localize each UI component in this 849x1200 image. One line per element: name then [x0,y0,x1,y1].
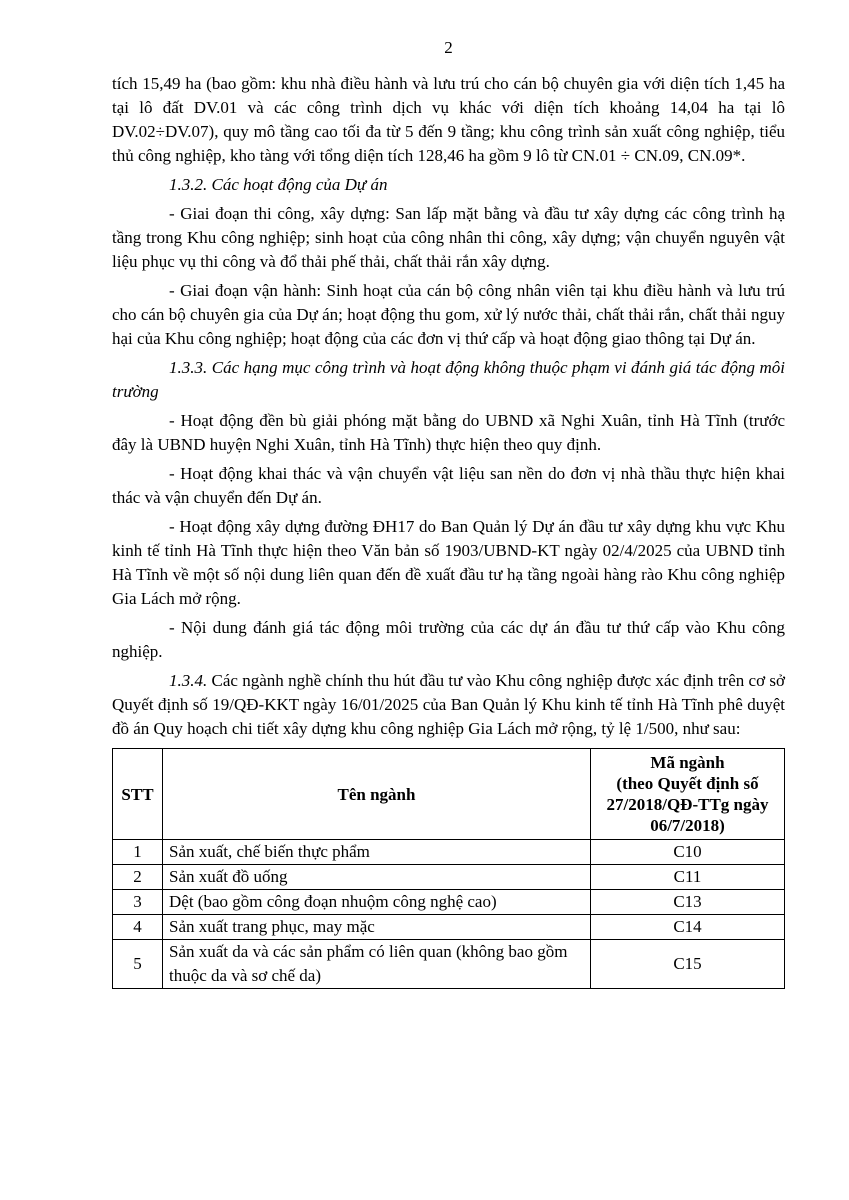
section-number-1-3-4: 1.3.4. [169,671,208,690]
cell-ma-nganh: C10 [591,840,785,865]
industries-table [112,748,785,989]
cell-ma-nganh: C14 [591,915,785,940]
paragraph-material-transport: - Hoạt động khai thác và vận chuyển vật liệu san nền do đơn vị nhà thầu thực hiện khai thác và vận chuyển đến Dự án. [112,464,785,507]
cell-stt: 1 [113,840,163,865]
section-heading-1-3-3: 1.3.3. Các hạng mục công trình và hoạt động không thuộc phạm vi đánh giá tác động môi trường [112,358,785,401]
section-heading-1-3-2: 1.3.2. Các hoạt động của Dự án [169,175,388,194]
paragraph-operation-phase: - Giai đoạn vận hành: Sinh hoạt của cán bộ công nhân viên tại khu điều hành và lưu trú cho cán bộ chuyên gia của Dự án; hoạt động thu gom, xử lý nước thải, chất thải rắn, chất thải nguy hại của Khu công nghiệp; hoạt động của các đơn vị thứ cấp và hoạt động giao thông tại Dự án. [112,281,785,348]
paragraph-1-3-4-intro [112,669,785,741]
table-row [113,840,785,865]
table-row [113,940,785,989]
paragraph-road-dh17: - Hoạt động xây dựng đường ĐH17 do Ban Quản lý Dự án đầu tư xây dựng khu vực Khu kinh tế tỉnh Hà Tĩnh thực hiện theo Văn bản số 1903/UBND-KT ngày 02/4/2025 của UBND tỉnh Hà Tĩnh về một số nội dung liên quan đến đề xuất đầu tư hạ tầng ngoài hàng rào Khu công nghiệp Gia Lách mở rộng. [112,517,785,608]
table-row [113,865,785,890]
cell-ma-nganh: C15 [591,940,785,989]
col-header-ma-nganh-line1: Mã ngành [650,753,725,772]
cell-stt: 5 [113,940,163,989]
cell-ten-nganh: Sản xuất, chế biến thực phẩm [163,840,591,865]
cell-ten-nganh: Dệt (bao gồm công đoạn nhuộm công nghệ cao) [163,890,591,915]
cell-ma-nganh: C13 [591,890,785,915]
industries-table-header [113,749,785,840]
page-number: 2 [444,38,453,57]
paragraph-construction-phase: - Giai đoạn thi công, xây dựng: San lấp mặt bằng và đầu tư xây dựng các công trình hạ tầng trong Khu công nghiệp; sinh hoạt của công nhân thi công, xây dựng; vận chuyển nguyên vật liệu phục vụ thi công và đổ thải phế thải, chất thải rắn xây dựng. [112,204,785,271]
paragraph-compensation: - Hoạt động đền bù giải phóng mặt bằng do UBND xã Nghi Xuân, tỉnh Hà Tĩnh (trước đây là UBND huyện Nghi Xuân, tỉnh Hà Tĩnh) thực hiện theo quy định. [112,411,785,454]
col-header-ma-nganh-line2: (theo Quyết định số 27/2018/QĐ-TTg ngày 06/7/2018) [606,774,769,835]
cell-stt: 2 [113,865,163,890]
cell-ten-nganh: Sản xuất da và các sản phẩm có liên quan (không bao gồm thuộc da và sơ chế da) [163,940,591,989]
col-header-ten-nganh: Tên ngành [163,749,591,840]
cell-stt: 4 [113,915,163,940]
cell-ten-nganh: Sản xuất trang phục, may mặc [163,915,591,940]
paragraph-continuation: tích 15,49 ha (bao gồm: khu nhà điều hành và lưu trú cho cán bộ chuyên gia với diện tích 1,45 ha tại lô đất DV.01 và các công trình dịch vụ khác với diện tích khoảng 14,04 ha tại lô DV.02÷DV.07), quy mô tầng cao tối đa từ 5 đến 9 tầng; khu công trình sản xuất công nghiệp, tiểu thủ công nghiệp, kho tàng với tổng diện tích 128,46 ha gồm 9 lô từ CN.01 ÷ CN.09, CN.09*. [112,74,785,165]
col-header-ma-nganh [591,749,785,840]
cell-stt: 3 [113,890,163,915]
cell-ten-nganh: Sản xuất đồ uống [163,865,591,890]
table-row [113,890,785,915]
table-header-row [113,749,785,840]
table-row [113,915,785,940]
col-header-stt: STT [113,749,163,840]
cell-ma-nganh: C11 [591,865,785,890]
industries-table-body [113,840,785,989]
paragraph-secondary-projects: - Nội dung đánh giá tác động môi trường của các dự án đầu tư thứ cấp vào Khu công nghiệp. [112,618,785,661]
paragraph-1-3-4-text: Các ngành nghề chính thu hút đầu tư vào Khu công nghiệp được xác định trên cơ sở Quyết định số 19/QĐ-KKT ngày 16/01/2025 của Ban Quản lý Khu kinh tế tỉnh Hà Tĩnh phê duyệt đồ án Quy hoạch chi tiết xây dựng khu công nghiệp Gia Lách mở rộng, tỷ lệ 1/500, như sau: [112,671,785,738]
